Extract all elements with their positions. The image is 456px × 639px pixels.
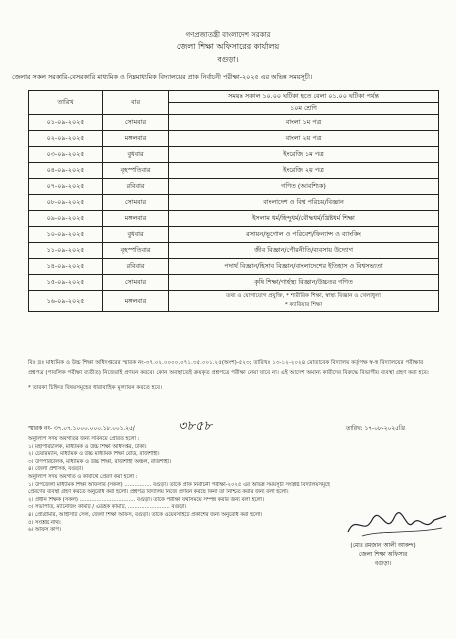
schedule-row	[29, 291, 439, 312]
cell-day: মঙ্গলবার	[103, 211, 169, 227]
cell-date: ১৫-০৯-২০২৫	[29, 275, 103, 291]
cell-day: সোমবার	[103, 115, 169, 131]
cell-subject: রসায়ন/ভূগোল ও পরিবেশ/ফিন্যান্স ও ব্যাংকিং	[169, 227, 439, 243]
schedule-row	[29, 195, 439, 211]
exam-schedule-table	[28, 90, 439, 312]
distribution-line: ৩। উপপরিচালক, মাধ্যমিক ও উচ্চ শিক্ষা, রাজশাহী অঞ্চল, রাজশাহী।	[28, 458, 171, 465]
cell-subject: বাংলাদেশ ও বিশ্ব পরিচয়/বিজ্ঞান	[169, 195, 439, 211]
cell-date: ১৬-০৯-২০২৫	[29, 291, 103, 312]
distribution-line: প্রেরণের ব্যবস্থা গ্রহণ করতে অনুরোধ করা হলো। প্রশ্নপত্র বিদ্যালয় নিজে প্রণয়ন করছে কিনা তা নিশ্চিত করার জন্য বলা হলো।	[28, 489, 289, 496]
time-note: সময়ঃ সকাল ১০.০০ ঘটিকা হতে বেলা ০১.০০ ঘটিকা পর্যন্ত	[169, 91, 439, 103]
schedule-intro: জেলার সকল সরকারি-বেসরকারি মাধ্যমিক ও নিম্নমাধ্যমিক বিদ্যালয়ের প্রাক নির্বাচনী পরীক্ষা-২০২৫ এর অভিন্ন সময়সূচী।	[12, 73, 313, 81]
cell-date: ০১-০৯-২০২৫	[29, 115, 103, 131]
col-header-date: তারিখ	[29, 91, 103, 115]
schedule-row	[29, 243, 439, 259]
cell-date: ০৭-০৯-২০২৫	[29, 179, 103, 195]
col-header-day: বার	[103, 91, 169, 115]
cell-day: বৃহস্পতিবার	[103, 243, 169, 259]
distribution-line: ৪। জেলা প্রশাসক, বগুড়া।	[28, 466, 84, 473]
cell-day: সোমবার	[103, 275, 169, 291]
signatory-place: বগুড়া।	[374, 561, 392, 567]
cell-subject-line-2: * ক্যারিয়ার শিক্ষা	[284, 302, 323, 308]
cell-date: ০৮-০৯-২০২৫	[29, 195, 103, 211]
cell-date: ০৩-০৯-২০২৫	[29, 147, 103, 163]
schedule-row	[29, 211, 439, 227]
distribution-line: ২। প্রধান শিক্ষক (সকল) ................................. বগুড়া। তাকে পরীক্ষা যথাসময়ে সম্পন্ন করার জন্য বলা হলো।	[28, 496, 264, 503]
cell-day: সোমবার	[103, 195, 169, 211]
distribution-line: ২। চেয়ারম্যান, মাধ্যমিক ও উচ্চ মাধ্যমিক শিক্ষা বোর্ড, রাজশাহী।	[28, 451, 160, 458]
class-note: ১০ম শ্রেণি	[169, 103, 439, 115]
distribution-line: ১। উপজেলা মাধ্যমিক শিক্ষা অফিসার (সকল) ................ বগুড়া। তাকে প্রাক নির্বাচনী পরীক্ষা-২০২৫ এর অভিন্ন সময়সূচী সংশ্লিষ্ট বিদ্যালয়সমূহে	[28, 481, 330, 488]
cell-subject: ইংরেজি ২য় পত্র	[169, 163, 439, 179]
distribution-line: ১। মহাপরিচালক, মাধ্যমিক ও উচ্চ শিক্ষা অধিদপ্তর, ঢাকা।	[28, 443, 147, 450]
distribution-line: অনুলিপি সদয় অবগতির জন্য সবিনয়ে প্রেরিত হলো :	[28, 436, 140, 442]
cell-subject: বাংলা ২য় পত্র	[169, 131, 439, 147]
schedule-row	[29, 259, 439, 275]
govt-title: গণপ্রজাতন্ত্রী বাংলাদেশ সরকার	[185, 31, 271, 39]
schedule-row	[29, 115, 439, 131]
signatory-block	[318, 542, 448, 569]
footnote-instruction: বিঃ দ্রঃ মাধ্যমিক ও উচ্চ শিক্ষা অধিদপ্তরের স্মারক নং-৩৭.০২.০০০০.০৭১.৩৫.০০১.২৫(অংশ)-৫২৩; তারিখঃ ১৩-১২-২০২৪ মোতাবেক বিদ্যালয় কর্তৃপক্ষ স্ব-স্ব বিদ্যালয়ের পরীক্ষার প্রশ্নপত্র (পাবলিক পরীক্ষা ব্যতীত) নিজেরাই প্রণয়ন করবে। কোন অবস্থাতেই ক্রয়কৃত প্রশ্নপত্রে পরীক্ষা নেয়া যাবে না। এই আদেশ অমান্য কারীদের বিরুদ্ধে বিভাগীয় ব্যবস্থা গ্রহণ করা হবে।	[28, 360, 429, 376]
cell-subject: গণিত (আবশ্যিক)	[169, 179, 439, 195]
signatory-name: (মোঃ রমজান আলী আকন্দ)	[350, 543, 416, 549]
memo-handwritten-number: ৩৮৫৮	[178, 419, 212, 434]
cell-date: ১১-০৯-২০২৫	[29, 243, 103, 259]
schedule-row	[29, 163, 439, 179]
cell-subject: বাংলা ১ম পত্র	[169, 115, 439, 131]
cell-day: বৃহস্পতিবার	[103, 163, 169, 179]
signature-icon	[342, 506, 452, 542]
cell-day: বুধবার	[103, 147, 169, 163]
distribution-line: ৩। সভাপতি, ম্যানেজিং কমিটি / এডহক কমিটি, ......................... বগুড়া।	[28, 504, 187, 511]
cell-day: রবিবার	[103, 259, 169, 275]
cell-subject: ইসলাম ধর্ম/হিন্দুধর্ম/বৌদ্ধধর্ম/খ্রিষ্টধর্ম শিক্ষা	[169, 211, 439, 227]
schedule-row	[29, 227, 439, 243]
cell-day: মঙ্গলবার	[103, 131, 169, 147]
office-location: বগুড়া।	[217, 55, 239, 64]
footnote-starred: * তারকা চিহ্নিত বিষয়সমূহের ধারাবাহিক মূল্যায়ন করতে হবে।	[28, 385, 162, 391]
schedule-row	[29, 179, 439, 195]
cell-date: ০২-০৯-২০২৫	[29, 131, 103, 147]
cell-day: বুধবার	[103, 227, 169, 243]
cell-subject-line: তথ্য ও যোগাযোগ প্রযুক্তি, * শারীরিক শিক্ষা, স্বাস্থ্য বিজ্ঞান ও খেলাধুলা	[226, 293, 381, 299]
cell-subject: ইংরেজি ১ম পত্র	[169, 147, 439, 163]
cell-day: রবিবার	[103, 179, 169, 195]
cell-day: মঙ্গলবার	[103, 291, 169, 312]
distribution-line: অনুলিপি সদয় অবগতি ও কার্যার্থে প্রেরণ করা হলো :	[28, 473, 138, 480]
schedule-row	[29, 131, 439, 147]
cell-date: ০৯-০৯-২০২৫	[29, 211, 103, 227]
cell-subject: কৃষি শিক্ষা/গার্হস্থ্য বিজ্ঞান/উচ্চতর গণিত	[169, 275, 439, 291]
memo-date: তারিখ: ১৭-০৮-২০২৫খ্রি	[346, 426, 405, 432]
cell-subject	[169, 291, 439, 312]
distribution-line: ৫। সংশ্লিষ্ট নথি।	[28, 519, 61, 526]
signatory-title: জেলা শিক্ষা অফিসার	[358, 552, 408, 558]
schedule-row	[29, 147, 439, 163]
cell-date: ১৪-০৯-২০২৫	[29, 259, 103, 275]
schedule-row	[29, 275, 439, 291]
office-title: জেলা শিক্ষা অফিসারের কার্যালয়	[176, 42, 280, 51]
cell-subject: পদার্থ বিজ্ঞান/হিসাব বিজ্ঞান/বাংলাদেশের ইতিহাস ও বিশ্বসভ্যতা	[169, 259, 439, 275]
cell-date: ১০-০৯-২০২৫	[29, 227, 103, 243]
memo-reference: স্মারক নং- ৩৭.০৭.১০০০.০০০.১৮.০০১.২৫/	[28, 426, 135, 432]
cell-subject: জীব বিজ্ঞান/পৌরনীতি/ব্যবসায় উদ্যোগ	[169, 243, 439, 259]
cell-date: ০৪-০৯-২০২৫	[29, 163, 103, 179]
distribution-line: ৪। প্রোগ্রামার, আইসিটি সেল, জেলা শিক্ষা অফিস, বগুড়া। তাকে ওয়েবসাইটে প্রকাশের জন্য অনুরোধ করা হলো।	[28, 511, 263, 518]
distribution-line: ৬। অফিস কপি।	[28, 527, 61, 534]
